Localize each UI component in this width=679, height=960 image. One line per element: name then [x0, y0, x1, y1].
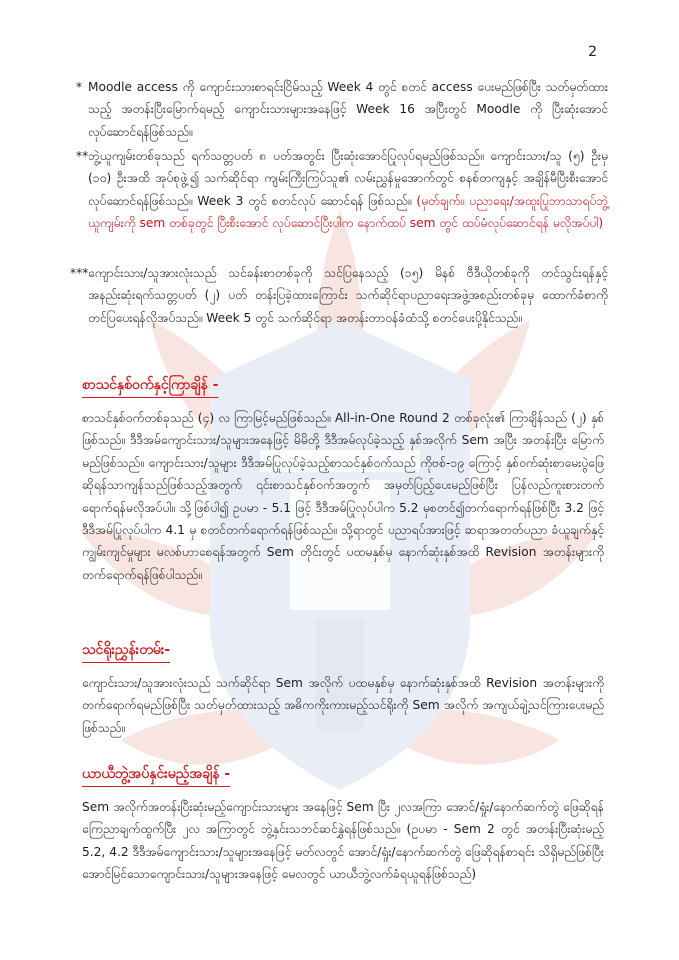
section-body-curriculum: ကျောင်းသား/သူအားလုံးသည် သက်ဆိုင်ရာ Sem အလိုက် ပထမနှစ်မှ နောက်ဆုံးနှစ်အထိ Revision အတန်းများကို တက်ရောက်ရမည်ဖြစ်ပြီး သတ်မှတ်ထားသည့် အဓိကကိုးကားမည့်သင်ရိုးကို Sem အလိုက် အကျယ်ချဲ့သင်ကြားပေးမည်ဖြစ်သည်။ [82, 676, 604, 735]
page-number: 2 [588, 44, 597, 60]
note-marker: * [76, 80, 83, 94]
note-text: ဘွဲ့ယူကျမ်းတစ်ခုသည် ရက်သတ္တပတ် ၈ ပတ်အတွင်း ပြီးဆုံးအောင်ပြုလုပ်ရမည်ဖြစ်သည်။ ကျောင်းသား/သူ (၅) ဦးမှ (၁၀) ဦးအထိ အုပ်စုဖွဲ့၍ သက်ဆိုင်ရာ ကျမ်းကြီးကြပ်သူ၏ လမ်းညွှန်မှုအောက်တွင် စနစ်တကျနှင့် အချိန်မီပြီးစီးအောင် လုပ်ဆောင်ရန်ဖြစ်သည်။ Week 3 တွင် စတင်လုပ် ဆောင်ရန် ဖြစ်သည်။ [88, 149, 608, 208]
note-marker: ** [76, 149, 89, 163]
section-heading-semester-duration: စာသင်နှစ်ဝက်နှင့်ကြာချိန် - [82, 375, 218, 398]
note-thesis [76, 145, 609, 235]
section-heading-curriculum: သင်ရိုးညွှန်းတမ်း- [82, 640, 170, 663]
note-remark: (မှတ်ချက်။ ပညာရေး/အထူးပြုဘာသာရပ်ဘွဲ့ယူကျမ်းကို sem တစ်ခုတွင် ပြီးစီးအောင် လုပ်ဆောင်ပြီးပါက နောက်ထပ် sem တွင် ထပ်မံလုပ်ဆောင်ရန် မလိုအပ်ပါ) [88, 193, 609, 231]
section-body-graduation-time: Sem အလိုက်အတန်းပြီးဆုံးမည့်ကျောင်းသားများ အနေဖြင့် Sem ပြီး ၂လအကြာ အောင်/ရှုံး/နောက်ဆက်တွဲ ဖြေဆိုရန် ကြေညာချက်ထွက်ပြီး ၂လ အကြာတွင် ဘွဲ့နှင်းသဘင်ဆင်နွှဲရန်ဖြစ်သည်။ (ဥပမာ - Sem 2 တွင် အတန်းပြီးဆုံးမည့် 5.2, 4.2 ဒီဒီအမ်ကျောင်းသား/သူများအနေဖြင့် မတ်လတွင် အောင်/ရှုံး/နောက်ဆက်တွဲ ဖြေဆိုရန်စာရင်း သိရှိမည်ဖြစ်ပြီး အောင်မြင်သောကျောင်းသား/သူများအနေဖြင့် မေလတွင် ယာယီဘွဲ့လက်ခံရယူရန်ဖြစ်သည်) [82, 800, 604, 882]
note-text: Moodle access ကို ကျောင်းသားစာရင်းငြိမ်သည့် Week 4 တွင် စတင် access ပေးမည်ဖြစ်ပြီး သတ်မှတ်ထားသည့် အတန်းပြီးမြောက်ရမည့် ကျောင်းသားများအနေဖြင့် Week 16 အပြီးတွင် Moodle ကို ပြီးဆုံးအောင် လုပ်ဆောင်ရန်ဖြစ်သည်။ [88, 80, 608, 139]
section-heading-graduation-time: ယာယီဘွဲ့အပ်နှင်းမည့်အချိန် - [82, 764, 230, 787]
note-moodle-access [76, 76, 608, 143]
note-marker: *** [70, 266, 89, 280]
section-body-semester-duration: စာသင်နှစ်ဝက်တစ်ခုသည် (၄) လ ကြာမြင့်မည်ဖြစ်သည်။ All-in-One Round 2 တစ်ခုလုံး၏ ကြာချိန်သည် (၂) နှစ်ဖြစ်သည်။ ဒီဒီအမ်ကျောင်းသား/သူများအနေဖြင့် မိမိတို့ ဒီဒီအမ်လုပ်ခဲ့သည့် နှစ်အလိုက် Sem အပြီး အတန်းပြီး မြောက်မည်ဖြစ်သည်။ ကျောင်းသား/သူများ ဒီဒီအမ်ပြုလုပ်ခဲ့သည့်စာသင်နှစ်ဝက်သည် ကိုဗစ်-၁၉ ကြောင့် နှစ်ဝက်ဆုံးစာမေးပွဲဖြေဆိုရန်သာကျန်သည်ဖြစ်သည့်အတွက် ၎င်းစာသင်နှစ်ဝက်အတွက် အမှတ်ပြည့်ပေးမည်ဖြစ်ပြီး ပြန်လည်ကူးစားတက်ရောက်ရန်မလိုအပ်ပါ။ သို့ဖြစ်ပါ၍ ဥပမာ - 5.1 ဖြင့် ဒီဒီအမ်ပြုလုပ်ပါက 5.2 မှစတင်၍တက်ရောက်ရန်ဖြစ်ပြီး 3.2 ဖြင့် ဒီဒီအမ်ပြုလုပ်ပါက 4.1 မှ စတင်တက်ရောက်ရန်ဖြစ်သည်။ သို့ရာတွင် ပညာရပ်အားဖြင့် ဆရာအတတ်ပညာ ခံယူချက်နှင့် ကျွမ်းကျင်မှုများ မလစ်ဟာစေရန်အတွက် Sem တိုင်းတွင် ပထမနှစ်မှ နောက်ဆုံးနှစ်အထိ Revision အတန်းများကို တက်ရောက်ရန်ဖြစ်ပါသည်။ [82, 411, 604, 582]
note-video-submission [70, 262, 608, 329]
note-text: ကျောင်းသား/သူအားလုံးသည် သင်ခန်းစာတစ်ခုကို သင်ပြနေသည့် (၁၅) မိနစ် ဗီဒီယိုတစ်ခုကို တင်သွင်းရန်နှင့် အနည်းဆုံးရက်သတ္တပတ် (၂) ပတ် တန်းပြခဲ့ထားကြောင်း သက်ဆိုင်ရာပညာရေးအဖွဲ့အစည်းတစ်ခုမှ ထောက်ခံစာကိုတင်ပြပေးရန်လိုအပ်သည်။ Week 5 တွင် သက်ဆိုင်ရာ အတန်းတာဝန်ခံထံသို့ စတင်ပေးပို့နိုင်သည်။ [88, 266, 608, 325]
